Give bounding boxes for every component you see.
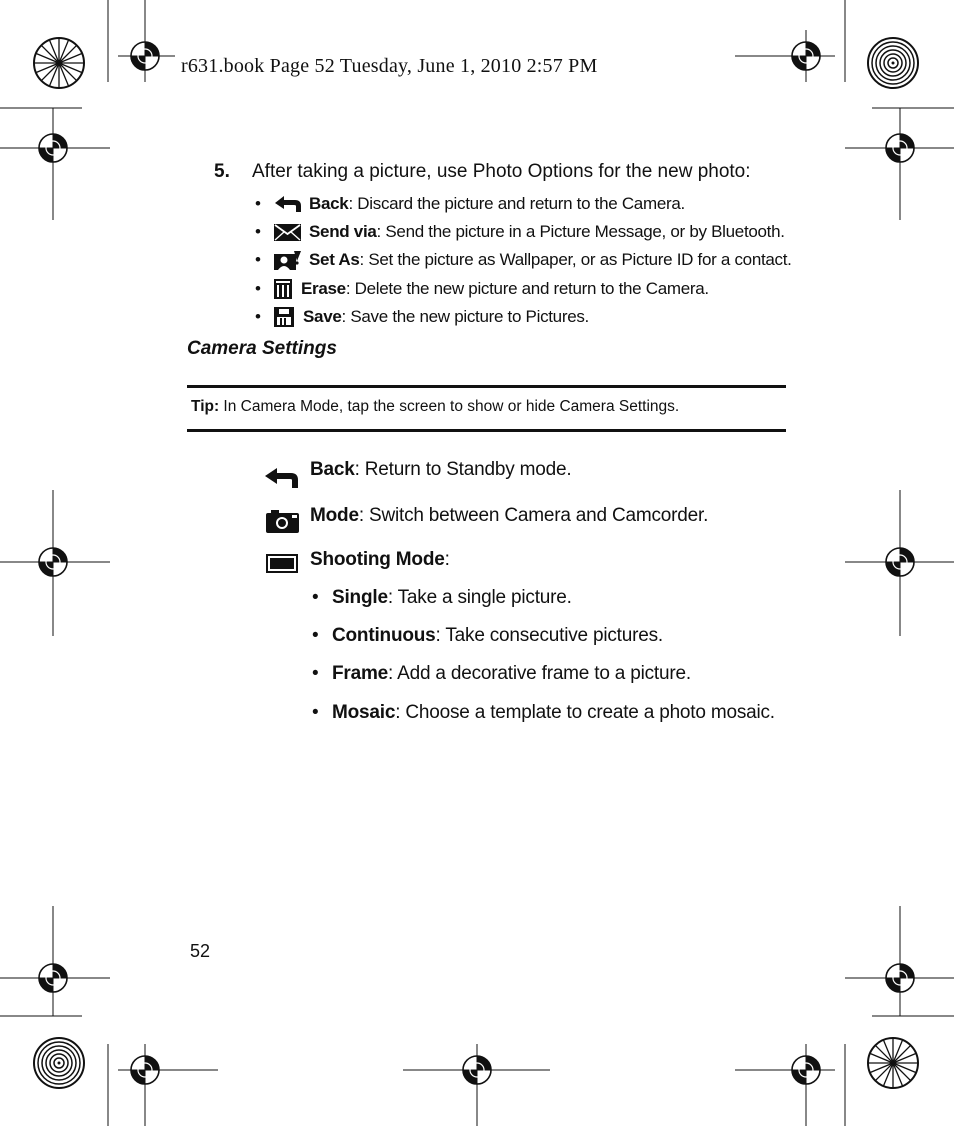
option-back — [255, 192, 685, 216]
bullet: • — [255, 222, 261, 241]
option-set-as — [255, 248, 792, 272]
camera-icon — [264, 508, 300, 539]
envelope-icon — [273, 221, 303, 243]
option-desc: : Save the new picture to Pictures. — [341, 307, 589, 326]
option-desc: : Set the picture as Wallpaper, or as Picture ID for a contact. — [359, 250, 792, 269]
mode-label: Frame — [332, 663, 389, 684]
tip-text: In Camera Mode, tap the screen to show or hide Camera Settings. — [219, 398, 680, 415]
option-label: Save — [303, 307, 342, 326]
option-save — [255, 305, 589, 329]
setting-back — [310, 459, 571, 481]
tip-top-rule — [187, 385, 786, 388]
option-label: Back — [309, 194, 349, 213]
tip-label: Tip: — [191, 398, 220, 415]
setting-shooting-mode — [310, 549, 450, 571]
setting-desc: : Switch between Camera and Camcorder. — [358, 505, 709, 526]
option-desc: : Discard the picture and return to the Camera. — [348, 194, 685, 213]
option-send-via — [255, 220, 785, 244]
option-desc: : Send the picture in a Picture Message, or by Bluetooth. — [376, 222, 785, 241]
option-label: Set As — [309, 250, 360, 269]
section-title: Camera Settings — [187, 338, 337, 359]
bullet: • — [312, 587, 319, 608]
setting-desc: : — [444, 549, 450, 570]
tip — [191, 398, 679, 416]
bullet: • — [255, 279, 261, 298]
shooting-mode-icon — [264, 552, 300, 579]
mode-label: Single — [332, 587, 388, 608]
option-label: Send via — [309, 222, 377, 241]
bullet: • — [255, 194, 261, 213]
step-number: 5. — [214, 161, 230, 182]
mode-desc: : Take consecutive pictures. — [435, 625, 663, 646]
option-label: Erase — [301, 279, 346, 298]
setting-mode — [310, 505, 708, 527]
mode-single — [312, 587, 572, 609]
trash-icon — [273, 278, 295, 300]
tip-bottom-rule — [187, 429, 786, 432]
back-arrow-icon — [264, 466, 300, 495]
mode-desc: : Add a decorative frame to a picture. — [388, 663, 691, 684]
page-number: 52 — [190, 941, 211, 961]
bullet: • — [312, 663, 319, 684]
option-erase — [255, 277, 709, 301]
setting-desc: : Return to Standby mode. — [354, 459, 572, 480]
save-icon — [273, 306, 297, 328]
setting-label: Shooting Mode — [310, 549, 445, 570]
step-5 — [214, 161, 751, 183]
set-as-icon — [273, 249, 303, 271]
mode-mosaic — [312, 702, 775, 724]
bullet: • — [312, 625, 319, 646]
step-text: After taking a picture, use Photo Options for the new photo: — [252, 161, 751, 182]
bullet: • — [312, 702, 319, 723]
setting-label: Mode — [310, 505, 359, 526]
bullet: • — [255, 307, 261, 326]
mode-continuous — [312, 625, 663, 647]
mode-label: Continuous — [332, 625, 436, 646]
mode-desc: : Choose a template to create a photo mosaic. — [395, 702, 775, 723]
bullet: • — [255, 250, 261, 269]
option-desc: : Delete the new picture and return to the Camera. — [345, 279, 709, 298]
mode-frame — [312, 663, 691, 685]
mode-label: Mosaic — [332, 702, 396, 723]
print-header: r631.book Page 52 Tuesday, June 1, 2010 2:57 PM — [181, 55, 598, 77]
back-arrow-icon — [273, 193, 303, 215]
mode-desc: : Take a single picture. — [387, 587, 572, 608]
setting-label: Back — [310, 459, 355, 480]
